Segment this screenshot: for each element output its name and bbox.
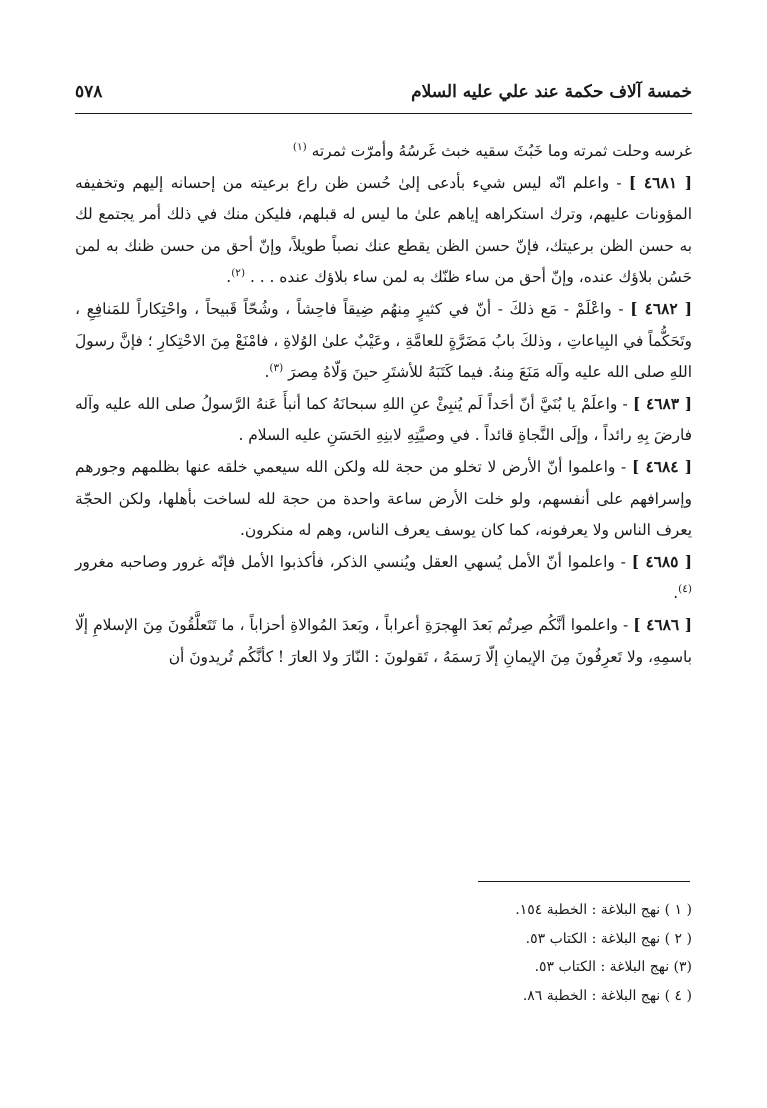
paragraph-end: .: [264, 363, 270, 382]
saying-number: [ ٤٦٨١ ]: [628, 173, 692, 192]
running-title: خمسة آلاف حكمة عند علي عليه السلام: [411, 82, 692, 102]
footnote-2: ( ٢ ) نهج البلاغة : الكتاب ٥٣.: [525, 930, 692, 947]
paragraph-text: - واعلَمْ يا بُنَيَّ أنّ أحَداً لَم يُنبِئْ عنِ اللهِ سبحانَهُ كما أنبأَ عَنهُ الرَّسولُ صلى الله عليه وآله فارضَ بِهِ رائداً ، وإلَى النَّجاةِ قائداً . في وصيَّتِهِ لابنِهِ الحَسَنِ عليه السلام .: [75, 394, 692, 445]
paragraph-end: .: [226, 268, 232, 287]
footnote-ref: (١): [292, 140, 307, 153]
saying-number: [ ٤٦٨٥ ]: [631, 552, 692, 571]
footnote-4: ( ٤ ) نهج البلاغة : الخطبة ٨٦.: [522, 987, 692, 1004]
saying-4683: [75, 389, 692, 452]
paragraph-text: - واعلموا أنّ الأرض لا تخلو من حجة لله ولكن الله سيعمي خلقه عنها بظلمهم وجورهم وإسرافهم على أنفسهم، ولو خلت الأرض ساعة واحدة من حجة لله لساخت بأهلها، ولكن الحجّة يعرف الناس ولا يعرفونه، كما كان يوسف يعرف الناس، وهم له منكرون.: [75, 457, 692, 540]
paragraph-text: غرسه وحلت ثمرته وما خَبُثَ سقيه خبث غَرسُهُ وأمرّت ثمرته: [311, 142, 692, 160]
saying-number: [ ٤٦٨٤ ]: [631, 457, 692, 476]
paragraph-text: - واعْلَمْ - مَع ذلكَ - أنّ في كثيرٍ مِنهُم ضِيقاً فاحِشاً ، وشُحّاً قَبيحاً ، واحْتِكاراً للمَنافِعِ ، وتَحَكُّماً في البِياعاتِ ، وذلكَ بابُ مَضَرَّةٍ للعامَّةِ ، وعَيْبٌ علىٰ الوُلاةِ ، فامْنَعْ مِنَ الاحْتِكارِ ؛ فإنَّ رسولَ اللهِ صلى الله عليه وآله مَنَعَ مِنهُ. فيما كَتَبَهُ للأشتَرِ حينَ وَلّاهُ مِصرَ: [75, 299, 692, 382]
footnote-divider: [478, 881, 690, 882]
footnotes: [75, 896, 692, 1010]
paragraph-text: - واعلم انّه ليس شيء بأدعى إلىٰ حُسن ظن راع برعيته من إحسانه إليهم وتخفيفه المؤونات عليهم، وترك استكراهه إياهم علىٰ ما ليس له قبلهم، فليكن منك في ذلك أمر يجتمع لك به حسن الظن برعيتك، فإنّ حسن الظن يقطع عنك نصباً طويلاً، وإنّ أحق من حسن ظنك به لمن حَسُن بلاؤك عنده، وإنّ أحق من ساء ظنّك به لمن ساء بلاؤك عنده . . .: [75, 173, 692, 287]
footnote-3: (٣) نهج البلاغة : الكتاب ٥٣.: [534, 959, 692, 976]
footnote-ref: (٤): [678, 583, 692, 596]
saying-number: [ ٤٦٨٢ ]: [630, 299, 693, 318]
main-text: [75, 136, 692, 673]
footnote-1: ( ١ ) نهج البلاغة : الخطبة ١٥٤.: [515, 902, 692, 918]
saying-number: [ ٤٦٨٦ ]: [633, 615, 692, 634]
footnote-ref: (٣): [269, 362, 284, 375]
header-divider: [75, 113, 692, 114]
saying-4685: [75, 547, 692, 610]
saying-4682: [75, 294, 692, 389]
saying-number: [ ٤٦٨٣ ]: [632, 394, 693, 413]
saying-4684: [75, 452, 692, 547]
saying-4686: [75, 610, 692, 673]
page-number: ٥٧٨: [75, 82, 103, 102]
paragraph-text: - واعلموا أنّ الأمل يُسهي العقل ويُنسي الذكر، فأكذبوا الأمل فإنّه غرور وصاحبه مغرور: [75, 552, 626, 571]
paragraph-text: - واعلموا أنَّكُم صِرتُم بَعدَ الهِجرَةِ أعراباً ، وبَعدَ المُوالاةِ أحزاباً ، ما تَتَعلَّقُونَ مِنَ الإسلامِ إلّا باسمِهِ، ولا تَعرِفُونَ مِنَ الإيمانِ إلّا رَسمَهُ ، تَقولونَ : النّارَ ولا العارَ ! كأنَّكُم تُريدونَ أن: [75, 615, 692, 666]
saying-4681: [75, 168, 692, 294]
paragraph-end: .: [673, 584, 679, 603]
page-header: [75, 80, 692, 114]
footnote-ref: (٢): [231, 267, 246, 280]
paragraph-continuation: [75, 136, 692, 168]
